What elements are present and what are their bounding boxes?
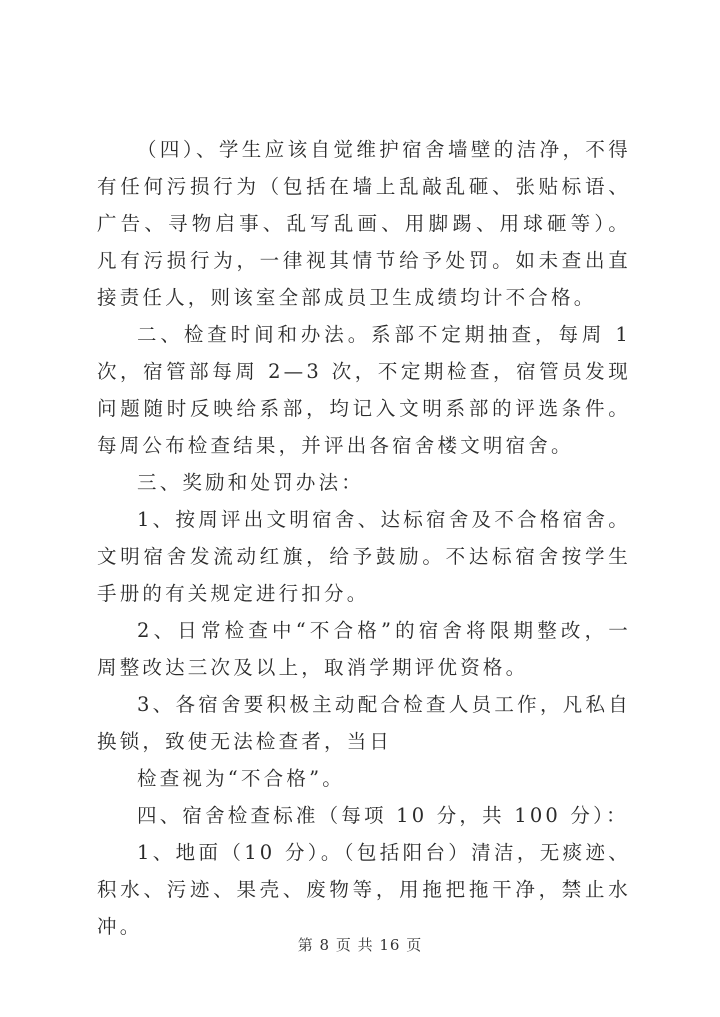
heading-inspection-standards: 四、宿舍检查标准（每项 10 分，共 100 分）： (137, 804, 629, 827)
paragraph-standard-floor: 1、地面（10 分）。（包括阳台）清洁，无痰迹、积水、污迹、果壳、废物等，用拖把拖干净，禁止水冲。 (97, 841, 631, 938)
heading-rewards-penalties: 三、奖励和处罚办法： (137, 471, 365, 494)
paragraph-rule-3-continued: 检查视为“不合格”。 (137, 767, 345, 790)
paragraph-wall-cleanliness: （四）、学生应该自觉维护宿舍墙壁的洁净，不得有任何污损行为（包括在墙上乱敲乱砸、张贴标语、广告、寻物启事、乱写乱画、用脚踢、用球砸等）。凡有污损行为，一律视其情节给予处罚。如未查出直接责任人，则该室全部成员卫生成绩均计不合格。 (97, 138, 631, 309)
page-number-footer: 第 8 页 共 16 页 (297, 936, 423, 954)
document-body (97, 131, 631, 945)
paragraph-inspection-schedule: 二、检查时间和办法。系部不定期抽查，每周 1 次，宿管部每周 2—3 次，不定期检查，宿管员发现问题随时反映给系部，均记入文明系部的评选条件。每周公布检查结果，并评出各宿舍楼文明宿舍。 (97, 323, 631, 457)
paragraph-rule-2: 2、日常检查中“不合格”的宿舍将限期整改，一周整改达三次及以上，取消学期评优资格。 (97, 619, 631, 679)
paragraph-rule-3: 3、各宿舍要积极主动配合检查人员工作，凡私自换锁，致使无法检查者，当日 (97, 693, 631, 753)
paragraph-rule-1: 1、按周评出文明宿舍、达标宿舍及不合格宿舍。文明宿舍发流动红旗，给予鼓励。不达标宿舍按学生手册的有关规定进行扣分。 (97, 508, 631, 605)
